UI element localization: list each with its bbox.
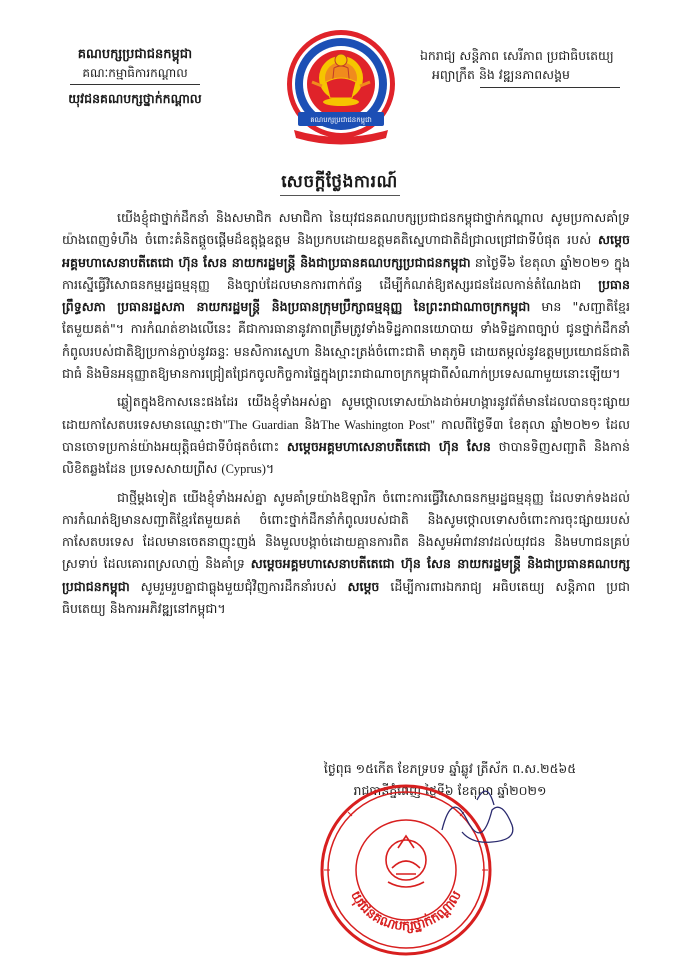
paragraph-2: [62, 391, 630, 480]
motto-line-2: អព្យាក្រឹត និង វឌ្ឍនភាពសង្គម: [432, 67, 570, 82]
paragraph-1: [62, 207, 630, 385]
party-logo: [282, 26, 400, 151]
header-left-rule: [70, 84, 200, 85]
paragraph-3: [62, 487, 630, 621]
p2-washington-post: The Washington Post": [320, 417, 436, 432]
p2-guardian: "The Guardian: [222, 417, 299, 432]
seal-text: យុវជនគណបក្សថ្នាក់កណ្តាល: [347, 888, 465, 935]
p3-bold-d: សម្តេច: [347, 578, 380, 594]
document-body: [62, 207, 630, 626]
gregorian-date: រាជធានីភ្នំពេញ ថ្ងៃទី៦ ខែតុលា ឆ្នាំ២០២១: [353, 783, 547, 798]
p3-text-c: សូមរួមរួបគ្នាជាធ្លុងមួយជុំវិញការដឹកនាំរបស់: [140, 578, 337, 594]
document-title: សេចក្តីថ្លែងការណ៍: [281, 172, 398, 192]
seal-text-ring: [346, 888, 465, 934]
party-name: គណបក្សប្រជាជនកម្ពុជា: [77, 47, 193, 62]
p2-end: ។: [265, 461, 275, 477]
p2-text-a: ឆ្លៀតក្នុងឱកាសនេះផងដែរ យើងខ្ញុំទាំងអស់គ្នា សូមថ្កោលទោសយ៉ាងដាច់អហង្ការនូវព័ត៌មានដែលបានចុះផ្សាយដោយកាសែតបរទេសមានឈ្មោះថា: [62, 394, 630, 432]
logo-banner-text: គណបក្សប្រជាជនកម្ពុជា: [310, 116, 372, 124]
p1-bold-d: ប្រធានព្រឹទ្ធសភា ប្រធានរដ្ឋសភា នាយករដ្ឋមន្ត្រី និងប្រធានក្រុមប្រឹក្សាធម្មនុញ្ញ នៃព្រះរាជាណាចក្រកម្ពុជា: [62, 276, 630, 315]
signature: [432, 770, 532, 860]
committee-name: គណៈកម្មាធិការកណ្តាល: [82, 66, 188, 80]
header-left: [30, 46, 240, 110]
p3-text-a: ជាថ្មីម្តងទៀត យើងខ្ញុំទាំងអស់គ្នា សូមគាំទ្រយ៉ាងឱឡារិក ចំពោះការធ្វើវិសោធនកម្មរដ្ឋធម្មនុញ្ញ ដែលទាក់ទងដល់ការកំណត់ឱ្យមានសញ្ជាតិខ្មែរតែមួយគត់ ចំពោះថ្នាក់ដឹកនាំកំពូលរបស់ជាតិ និងសូមថ្កោលទោសចំពោះការចុះផ្សាយរបស់កាសែតបរទេស ដែលមានចេតនាញុះញង់ និងមួលបង្កាច់ដោយគ្មានការពិត និងសូមអំពាវនាវដល់យុវជន និងមហាជនគ្រប់ស្រទាប់ ដែលគោរពស្រលាញ់ និងគាំទ្រ: [62, 489, 630, 572]
title-underline: [280, 195, 400, 196]
p3-bold-b: សម្តេចអគ្គមហាសេនាបតីតេជោ ហ៊ុន សែន នាយករដ្ឋមន្ត្រី និងជាប្រធានគណបក្សប្រជាជនកម្ពុជា: [62, 556, 630, 594]
motto-line-1: ឯករាជ្យ សន្តិភាព សេរីភាព ប្រជាធិបតេយ្យ: [420, 48, 614, 63]
p1-text-c: នាថ្ងៃទី៦ ខែតុលា ឆ្នាំ២០២១ ក្នុងការស្នើធ្វើវិសោធនកម្មរដ្ឋធម្មនុញ្ញ និងច្បាប់ដែលមានការពាក់ព័ន្ធ ដើម្បីកំណត់ឱ្យឥស្សរជនដែលកាន់តំណែងជា: [62, 254, 630, 292]
p1-text-e: មាន "សញ្ជាតិខ្មែរតែមួយគត់"។ ការកំណត់ខាងលើនេះ គឺជាការធានានូវភាពត្រឹមត្រូវទាំងទិដ្ឋភាពនយោបាយ ទាំងទិដ្ឋភាពច្បាប់ ជូនថ្នាក់ដឹកនាំកំពូលរបស់ជាតិឱ្យប្រកាន់ភ្ជាប់នូវឆន្ទៈ មនសិការស្នេហា និងស្មោះត្រង់ចំពោះជាតិ មាតុភូមិ ដោយតម្កល់នូវឧត្តមប្រយោជន៍ជាតិជាធំ និងមិនអនុញ្ញាតឱ្យមានការជ្រៀតជ្រែកចូលកិច្ចការផ្ទៃក្នុងព្រះរាជាណាចក្រកម្ពុជាពីសំណាក់ប្រទេសណាមួយនោះឡើយ។: [62, 299, 631, 382]
p1-bold-b: សម្តេចអគ្គមហាសេនាបតីតេជោ ហ៊ុន សែន នាយករដ្ឋមន្ត្រី និងជាប្រធានគណបក្សប្រជាជនកម្ពុជា: [62, 232, 630, 270]
p2-cyprus: (Cyprus): [221, 462, 266, 477]
p2-text-d: ថាបានទិញសញ្ជាតិ និងកាន់លិខិតឆ្លងដែន ប្រទេសសាយព្រីស: [62, 438, 630, 477]
p2-bold-c: សម្តេចអគ្គមហាសេនាបតីតេជោ ហ៊ុន សែន: [286, 438, 491, 454]
p3-text-e: ដើម្បីការពារឯករាជ្យ អធិបតេយ្យ សន្តិភាព ប្រជាធិបតេយ្យ និងការអភិវឌ្ឍនៅកម្ពុជា។: [62, 578, 631, 617]
lunar-date: ថ្ងៃពុធ ១៥កើត ខែភទ្របទ ឆ្នាំឆ្លូវ ត្រីស័ក ព.ស.២៥៦៥: [323, 761, 577, 776]
p2-text-b: កាលពីថ្ងៃទី៣ ខែតុលា ឆ្នាំ២០២១ ដែលបានចោទប្រកាន់យ៉ាងអយុត្តិធម៌ជាទីបំផុតចំពោះ: [62, 416, 630, 454]
header-right: [420, 46, 660, 88]
p1-text-a: យើងខ្ញុំជាថ្នាក់ដឹកនាំ និងសមាជិក សមាជិកា នៃយុវជនគណបក្សប្រជាជនកម្ពុជាថ្នាក់កណ្តាល សូមប្រកាសគាំទ្រយ៉ាងពេញទំហឹង ចំពោះគំនិតផ្តួចផ្តើមដ៏ឧត្តុង្គឧត្តម និងប្រកបដោយឧត្តមគតិស្នេហាជាតិដ៏ជ្រាលជ្រៅជាទីបំផុត របស់: [62, 210, 630, 248]
p2-and: និង: [304, 416, 321, 432]
header-right-rule: [480, 87, 620, 88]
youth-central-name: យុវជនគណបក្សថ្នាក់កណ្តាល: [68, 91, 202, 106]
seal-emblem-icon: [386, 836, 426, 887]
